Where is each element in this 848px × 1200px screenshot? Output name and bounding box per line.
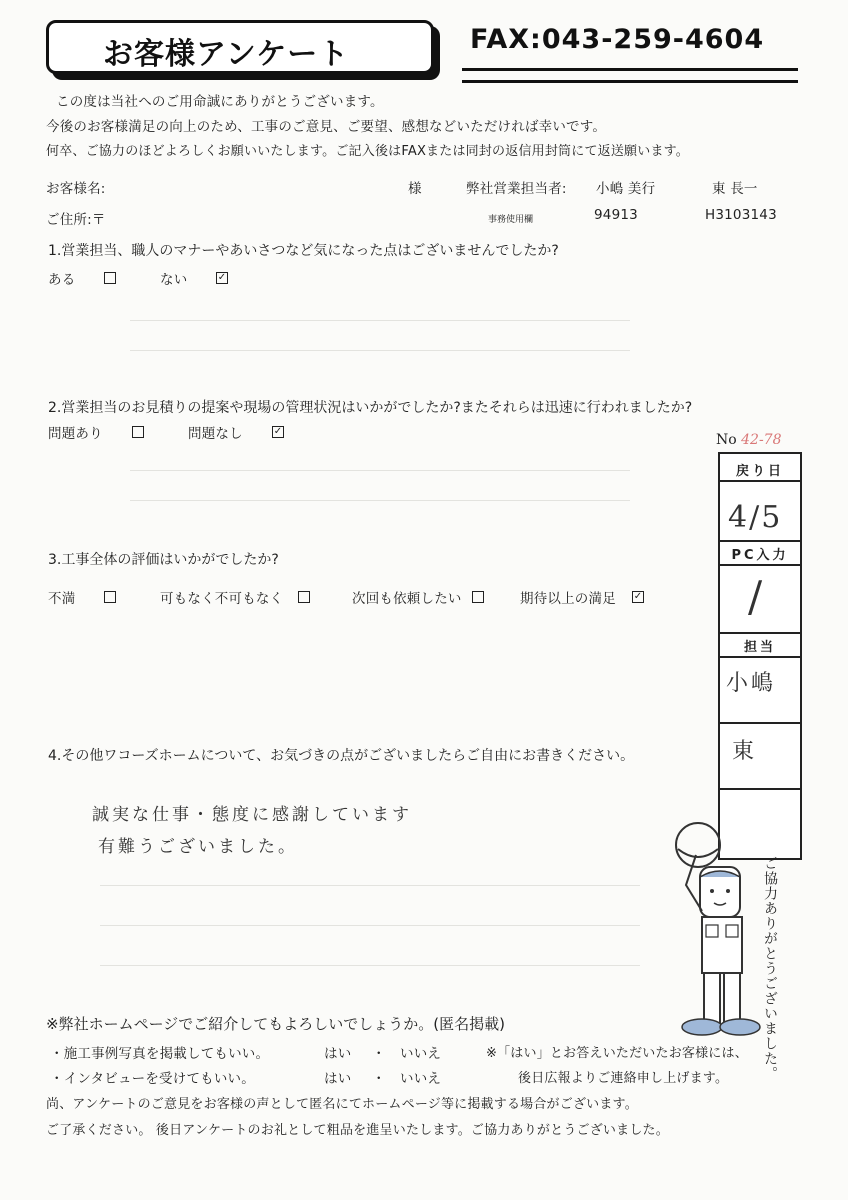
divider xyxy=(720,632,800,634)
intro-line: 何卒、ご協力のほどよろしくお願いいたします。ご記入後はFAXまたは同封の返信用封筒にて返送願います。 xyxy=(46,144,690,159)
homepage-note: ※「はい」とお答えいただいたお客様には、 xyxy=(486,1046,748,1061)
option-label: 期待以上の満足 xyxy=(520,591,616,607)
separator: ・ xyxy=(372,1071,386,1087)
mascot-illustration xyxy=(650,815,770,1045)
handwritten-answer: 有難うございました。 xyxy=(98,837,298,857)
header-rule xyxy=(462,68,798,71)
footer-line: 尚、アンケートのご意見をお客様の声として匿名にてホームページ等に掲載する場合がございます。 xyxy=(46,1097,638,1112)
option-label: ある xyxy=(48,272,76,288)
homepage-item: ・施工事例写真を掲載してもいい。 xyxy=(50,1046,270,1062)
fax-number: FAX:043-259-4604 xyxy=(470,24,765,55)
page-title: お客様アンケート xyxy=(103,37,350,72)
option-label: 問題あり xyxy=(48,426,103,442)
answer-line xyxy=(130,350,630,351)
divider xyxy=(720,540,800,542)
honorific: 様 xyxy=(408,181,422,197)
address-label: ご住所:〒 xyxy=(46,212,106,228)
no-label-text: No xyxy=(716,432,737,448)
divider xyxy=(720,564,800,566)
answer-line xyxy=(100,885,640,886)
checkbox[interactable] xyxy=(472,591,484,603)
option-label: 不満 xyxy=(48,591,76,607)
option-label: 問題なし xyxy=(188,426,243,442)
question-3: 3.工事全体の評価はいかがでしたか? xyxy=(48,552,279,568)
homepage-note: 後日広報よりご連絡申し上げます。 xyxy=(518,1071,729,1086)
checkbox-checked[interactable]: ✓ xyxy=(273,426,283,437)
option-label: 次回も依頼したい xyxy=(352,591,462,607)
rep-name: 小嶋 美行 xyxy=(596,181,656,197)
homepage-item: ・インタビューを受けてもいい。 xyxy=(50,1071,255,1087)
header-rule xyxy=(462,80,798,83)
option-label: ない xyxy=(160,272,188,288)
staff-label: 担当 xyxy=(743,640,776,655)
checkbox[interactable] xyxy=(132,426,144,438)
checkbox[interactable] xyxy=(104,591,116,603)
intro-line: 今後のお客様満足の向上のため、工事のご意見、ご要望、感想などいただければ幸いです。 xyxy=(46,119,607,135)
no-option[interactable]: いいえ xyxy=(400,1071,442,1087)
divider xyxy=(720,722,800,724)
received-date-value: 4/5 xyxy=(728,500,783,535)
question-2: 2.営業担当のお見積りの提案や現場の管理状況はいかがでしたか?またそれらは迅速に行われましたか? xyxy=(48,400,693,416)
intro-line: この度は当社へのご用命誠にありがとうございます。 xyxy=(56,94,384,110)
question-1: 1.営業担当、職人のマナーやあいさつなど気になった点はございませんでしたか? xyxy=(48,243,559,259)
yes-option[interactable]: はい xyxy=(324,1046,352,1062)
homepage-heading: ※弊社ホームページでご紹介してもよろしいでしょうか。(匿名掲載) xyxy=(46,1015,505,1033)
rep-label: 弊社営業担当者: xyxy=(466,181,567,197)
question-4: 4.その他ワコーズホームについて、お気づきの点がございましたらご自由にお書きください。 xyxy=(48,748,635,764)
separator: ・ xyxy=(372,1046,386,1062)
yes-option[interactable]: はい xyxy=(324,1071,352,1087)
divider xyxy=(720,788,800,790)
no-label xyxy=(716,432,782,448)
pc-input-value: / xyxy=(748,572,766,621)
received-date-label: 戻り日 xyxy=(735,464,784,479)
staff-stamp: 東 xyxy=(732,739,758,764)
divider xyxy=(720,656,800,658)
handwritten-answer: 誠実な仕事・態度に感謝しています xyxy=(92,805,412,825)
footer-line: ご了承ください。 後日アンケートのお礼として粗品を進呈いたします。ご協力ありがとうございました。 xyxy=(46,1123,669,1138)
no-option[interactable]: いいえ xyxy=(400,1046,442,1062)
office-stamp-box xyxy=(718,452,802,860)
office-code: 94913 xyxy=(594,207,638,223)
checkbox-checked[interactable]: ✓ xyxy=(633,591,643,602)
title-box xyxy=(46,20,434,74)
office-use-label: 事務使用欄 xyxy=(488,215,534,225)
checkbox[interactable] xyxy=(104,272,116,284)
checkbox[interactable] xyxy=(298,591,310,603)
divider xyxy=(720,480,800,482)
answer-line xyxy=(130,500,630,501)
staff-stamp: 小嶋 xyxy=(726,671,777,696)
answer-line xyxy=(130,470,630,471)
customer-name-label: お客様名: xyxy=(46,181,106,197)
answer-line xyxy=(100,965,640,966)
mascot-thanks-text: ご協力ありがとうございました。 xyxy=(762,856,778,1081)
answer-line xyxy=(130,320,630,321)
office-code: H3103143 xyxy=(705,207,777,223)
checkbox-checked[interactable]: ✓ xyxy=(217,272,227,283)
no-value: 42-78 xyxy=(741,432,782,448)
rep-name: 東 長一 xyxy=(712,181,758,197)
pc-input-label: PC入力 xyxy=(731,548,789,563)
answer-line xyxy=(100,925,640,926)
option-label: 可もなく不可もなく xyxy=(160,591,284,607)
